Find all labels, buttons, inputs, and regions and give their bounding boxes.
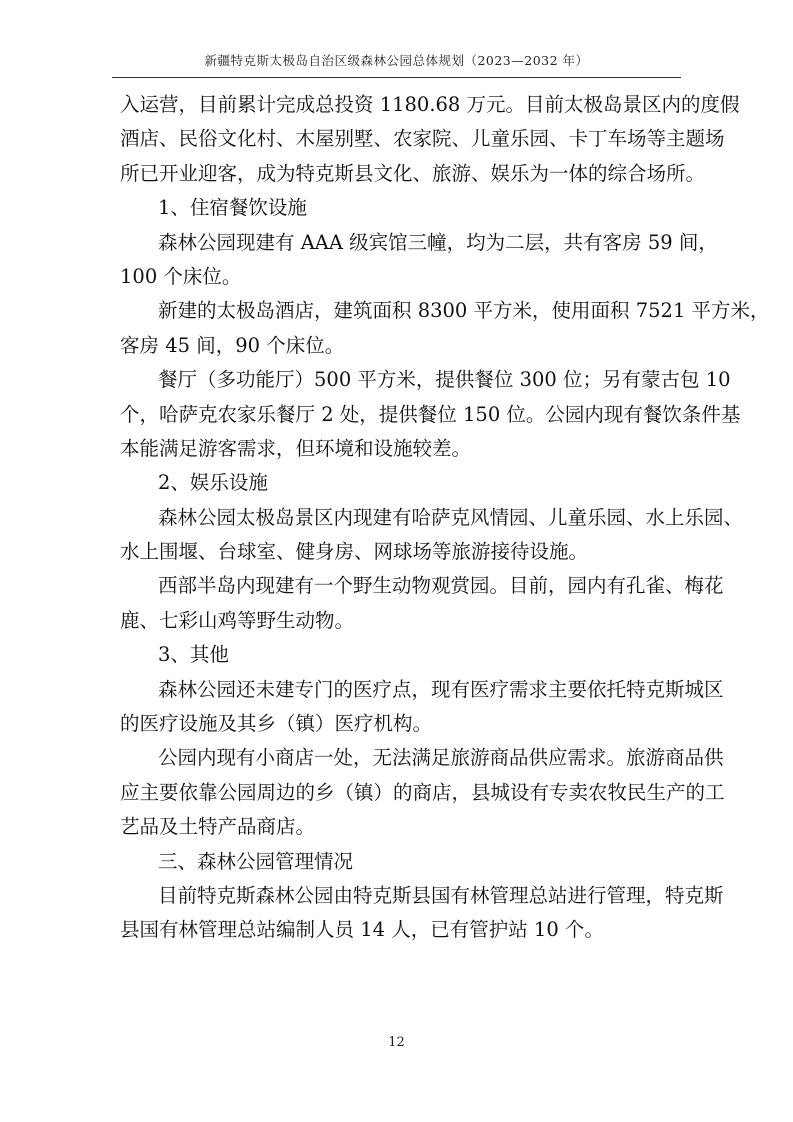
- text-line: 餐厅（多功能厅）500 平方米，提供餐位 300 位；另有蒙古包 10: [158, 368, 731, 392]
- text-line: 客房 45 间，90 个床位。: [120, 333, 345, 357]
- text-line: 公园内现有小商店一处，无法满足旅游商品供应需求。旅游商品供: [158, 746, 724, 770]
- text-line: 三、森林公园管理情况: [158, 849, 354, 873]
- text-line: 本能满足游客需求，但环境和设施较差。: [120, 436, 472, 460]
- page-number: 12: [388, 1035, 405, 1050]
- header-divider: [112, 77, 681, 78]
- text-line: 酒店、民俗文化村、木屋别墅、农家院、儿童乐园、卡丁车场等主题场: [120, 127, 725, 151]
- text-line: 森林公园现建有 AAA 级宾馆三幢，均为二层，共有客房 59 间，: [158, 230, 718, 254]
- text-line: 艺品及土特产品商店。: [120, 815, 316, 839]
- text-line: 3、其他: [158, 643, 229, 667]
- text-line: 所已开业迎客，成为特克斯县文化、旅游、娱乐为一体的综合场所。: [120, 161, 706, 185]
- text-line: 县国有林管理总站编制人员 14 人，已有管护站 10 个。: [120, 918, 604, 942]
- text-line: 水上围堰、台球室、健身房、网球场等旅游接待设施。: [120, 540, 589, 564]
- text-line: 入运营，目前累计完成总投资 1180.68 万元。目前太极岛景区内的度假: [120, 93, 740, 116]
- text-line: 目前特克斯森林公园由特克斯县国有林管理总站进行管理，特克斯: [158, 883, 724, 907]
- text-line: 的医疗设施及其乡（镇）医疗机构。: [120, 712, 433, 736]
- text-line: 应主要依靠公园周边的乡（镇）的商店，县城设有专卖农牧民生产的工: [120, 780, 725, 804]
- text-line: 1、住宿餐饮设施: [158, 196, 307, 220]
- text-line: 西部半岛内现建有一个野生动物观赏园。目前，园内有孔雀、梅花: [158, 574, 724, 598]
- running-header: 新疆特克斯太极岛自治区级森林公园总体规划（2023—2032 年）: [204, 53, 589, 68]
- text-line: 新建的太极岛酒店，建筑面积 8300 平方米，使用面积 7521 平方米，: [158, 299, 770, 323]
- text-line: 个，哈萨克农家乐餐厅 2 处，提供餐位 150 位。公园内现有餐饮条件基: [120, 402, 741, 426]
- text-line: 鹿、七彩山鸡等野生动物。: [120, 608, 355, 632]
- text-line: 2、娱乐设施: [158, 471, 268, 495]
- text-line: 森林公园太极岛景区内现建有哈萨克风情园、儿童乐园、水上乐园、: [158, 505, 744, 529]
- text-line: 森林公园还未建专门的医疗点，现有医疗需求主要依托特克斯城区: [158, 677, 724, 701]
- text-line: 100 个床位。: [120, 264, 242, 288]
- body-text: [120, 88, 770, 948]
